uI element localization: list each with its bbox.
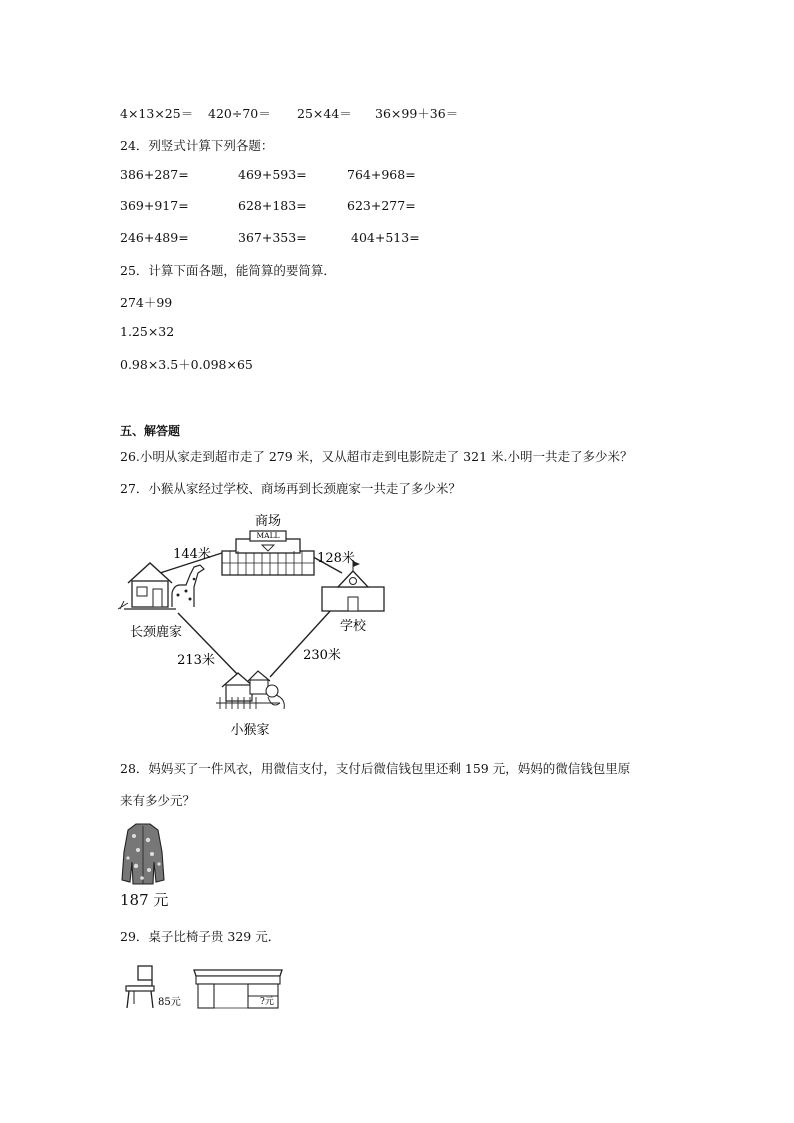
vertical-calc-item: 628+183= [238, 198, 307, 213]
calc-item: 25×44＝ [297, 106, 352, 121]
school-label: 学校 [339, 619, 367, 634]
vertical-calc-item: 246+489= [120, 230, 189, 245]
question-26: 26.小明从家走到超市走了 279 米，又从超市走到电影院走了 321 米.小明一共走了多少米？ [120, 449, 633, 464]
vertical-calc-item: 469+593= [238, 167, 307, 182]
mall-label: 商场 [254, 514, 282, 529]
furniture-illustration [120, 962, 290, 1016]
coat-icon [118, 822, 168, 888]
route-diagram [110, 505, 400, 745]
vertical-calc-item: 367+353= [238, 230, 307, 245]
question-25-title: 25．计算下面各题，能简算的要简算． [120, 263, 336, 278]
question-24-title: 24．列竖式计算下列各题： [120, 138, 274, 153]
vertical-calc-item: 764+968= [347, 167, 416, 182]
distance-label: 213米 [177, 653, 215, 668]
calc-item: 36×99＋36＝ [375, 106, 459, 121]
question-28-line2: 来有多少元？ [120, 793, 196, 808]
coat-price: 187 元 [120, 891, 169, 909]
vertical-calc-item: 386+287= [120, 167, 189, 182]
giraffe-home-label: 长颈鹿家 [129, 625, 183, 640]
school-building-icon [322, 561, 384, 611]
simplify-item: 1.25×32 [120, 324, 175, 339]
question-29: 29．桌子比椅子贵 329 元． [120, 929, 281, 944]
chair-price: 85元 [158, 997, 181, 1008]
giraffe-home-icon [118, 563, 204, 609]
distance-label: 144米 [173, 547, 211, 562]
vertical-calc-item: 369+917= [120, 198, 189, 213]
simplify-item: 274＋99 [120, 295, 173, 310]
calc-item: 420÷70＝ [208, 106, 271, 121]
section-heading: 五、解答题 [120, 424, 181, 438]
vertical-calc-item: 404+513= [351, 230, 420, 245]
mall-sign: MALL [256, 531, 280, 540]
monkey-home-icon [216, 671, 284, 709]
distance-label: 128米 [317, 551, 355, 566]
question-27: 27．小猴从家经过学校、商场再到长颈鹿家一共走了多少米？ [120, 481, 461, 496]
simplify-item: 0.98×3.5＋0.098×65 [120, 357, 253, 372]
desk-price: ?元 [260, 997, 274, 1007]
vertical-calc-item: 623+277= [347, 198, 416, 213]
question-28-line1: 28．妈妈买了一件风衣，用微信支付，支付后微信钱包里还剩 159 元，妈妈的微信钱包里原 [120, 761, 631, 776]
distance-label: 230米 [303, 648, 341, 663]
chair-icon [126, 966, 154, 1008]
monkey-home-label: 小猴家 [230, 723, 270, 738]
calc-item: 4×13×25＝ [120, 106, 194, 121]
